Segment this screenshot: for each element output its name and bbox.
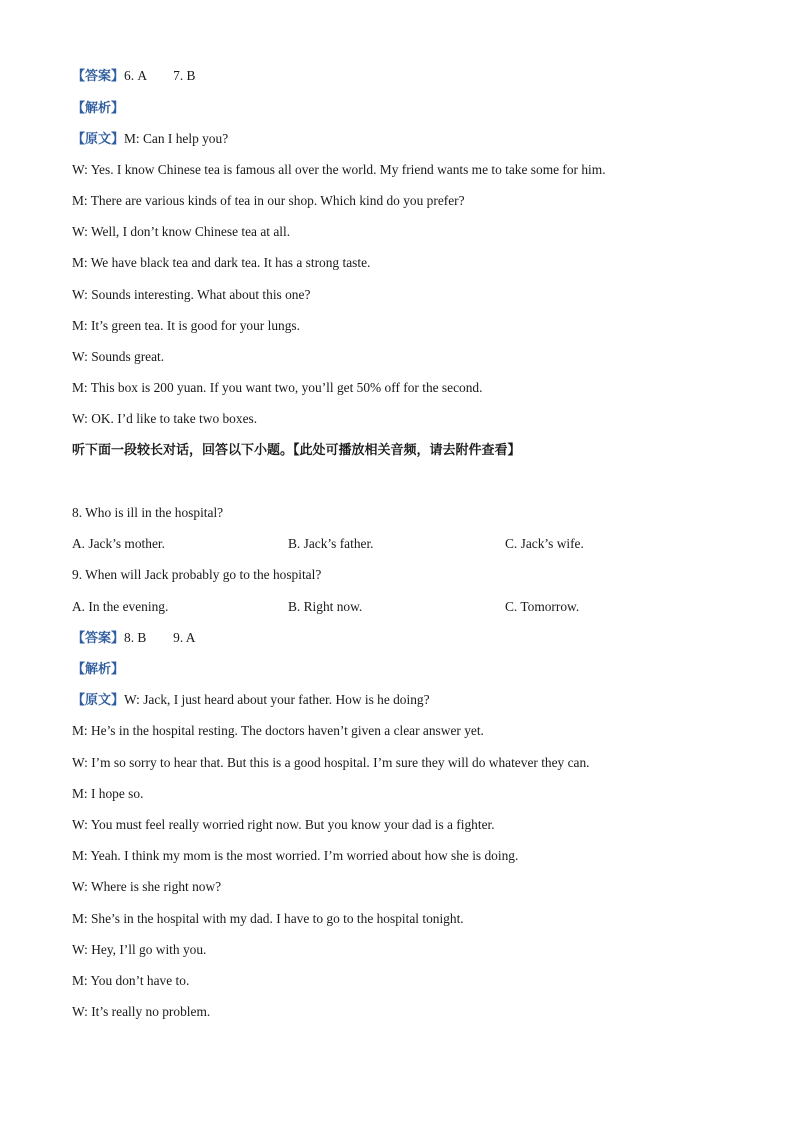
question-option: B. Jack’s father. <box>288 536 374 551</box>
question-option: C. Jack’s wife. <box>505 536 584 551</box>
question-stem: 9. When will Jack probably go to the hospital? <box>72 567 322 582</box>
dialogue-line: W: OK. I’d like to take two boxes. <box>72 411 258 426</box>
transcript-line <box>72 130 228 149</box>
dialogue-line: M: I hope so. <box>72 786 144 801</box>
analysis-tag: 【解析】 <box>72 101 125 116</box>
answer-tag: 【答案】 <box>72 69 125 84</box>
question-option: A. Jack’s mother. <box>72 536 165 551</box>
question-stem: 8. Who is ill in the hospital? <box>72 505 224 520</box>
dialogue-line: W: Sounds great. <box>72 349 165 364</box>
dialogue-line: M: This box is 200 yuan. If you want two, you’ll get 50% off for the second. <box>72 380 483 395</box>
answer-text: 6. A 7. B <box>124 68 196 83</box>
analysis-line-1 <box>72 99 124 118</box>
dialogue-line: W: It’s really no problem. <box>72 1004 211 1019</box>
dialogue-line: W: Where is she right now? <box>72 879 222 894</box>
dialogue-line: M: She’s in the hospital with my dad. I have to go to the hospital tonight. <box>72 911 464 926</box>
transcript-tag: 【原文】 <box>72 132 125 147</box>
dialogue-line: M: You don’t have to. <box>72 973 190 988</box>
dialogue-line: W: You must feel really worried right now. But you know your dad is a fighter. <box>72 817 495 832</box>
dialogue-line: W: Sounds interesting. What about this one? <box>72 287 311 302</box>
dialogue-line: W: Well, I don’t know Chinese tea at all. <box>72 224 291 239</box>
analysis-line-2 <box>72 660 124 679</box>
dialogue-line: M: There are various kinds of tea in our shop. Which kind do you prefer? <box>72 193 465 208</box>
transcript-tag: 【原文】 <box>72 693 125 708</box>
transcript-line <box>72 691 430 710</box>
dialogue-line: W: Yes. I know Chinese tea is famous all over the world. My friend wants me to take some for him. <box>72 162 606 177</box>
dialogue-line: M: It’s green tea. It is good for your lungs. <box>72 318 300 333</box>
answer-line-1 <box>72 67 195 86</box>
dialogue-line: M: Yeah. I think my mom is the most worried. I’m worried about how she is doing. <box>72 848 519 863</box>
dialogue-line: M: Can I help you? <box>124 131 229 146</box>
answer-line-2 <box>72 629 195 648</box>
dialogue-line: W: Jack, I just heard about your father. How is he doing? <box>124 692 430 707</box>
analysis-tag: 【解析】 <box>72 662 125 677</box>
dialogue-line: W: Hey, I’ll go with you. <box>72 942 207 957</box>
dialogue-line: M: He’s in the hospital resting. The doctors haven’t given a clear answer yet. <box>72 723 484 738</box>
dialogue-line: M: We have black tea and dark tea. It has a strong taste. <box>72 255 371 270</box>
question-option: A. In the evening. <box>72 599 169 614</box>
answer-tag: 【答案】 <box>72 631 125 646</box>
question-option: C. Tomorrow. <box>505 599 580 614</box>
listening-instruction: 听下面一段较长对话，回答以下小题。【此处可播放相关音频，请去附件查看】 <box>72 443 521 458</box>
question-option: B. Right now. <box>288 599 363 614</box>
dialogue-line: W: I’m so sorry to hear that. But this is a good hospital. I’m sure they will do whatever they can. <box>72 755 590 770</box>
answer-text: 8. B 9. A <box>124 630 196 645</box>
